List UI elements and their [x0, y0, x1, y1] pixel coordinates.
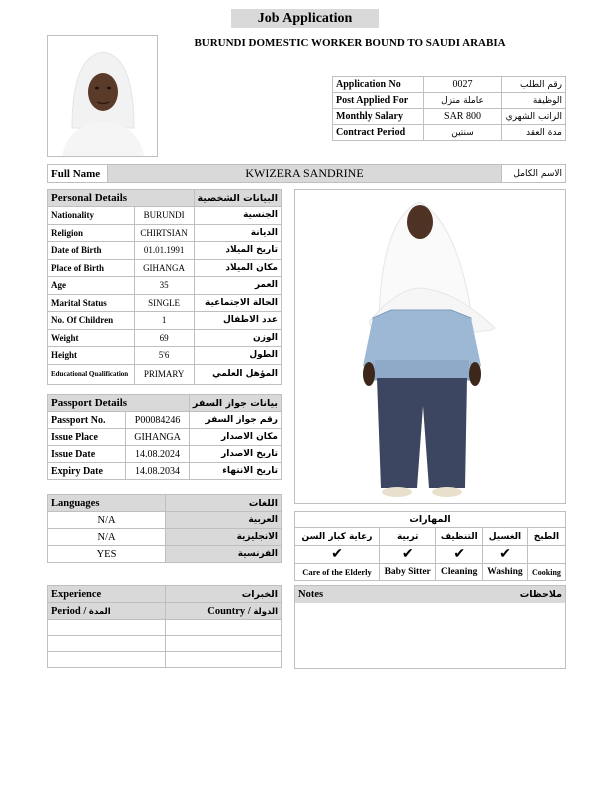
section-header: [295, 512, 566, 528]
field-value: 14.08.2024: [126, 446, 190, 463]
section-title: Experience: [48, 586, 166, 603]
table-row: [48, 364, 282, 384]
skills-title-ar: المهارات: [295, 512, 566, 528]
table-row: [333, 109, 566, 125]
field-label: Date of Birth: [48, 242, 135, 260]
application-table: [332, 76, 566, 141]
passport-details-table: [47, 394, 282, 480]
field-value: 35: [134, 277, 194, 295]
field-label: Post Applied For: [333, 93, 424, 109]
field-value: سنتين: [424, 125, 502, 141]
table-row: [48, 652, 282, 668]
field-value: GIHANGA: [126, 429, 190, 446]
field-label: Expiry Date: [48, 463, 126, 480]
section-title-ar: البيانات الشخصية: [194, 190, 281, 207]
languages-table: [47, 494, 282, 563]
section-title: Passport Details: [48, 395, 190, 412]
field-label-ar: الراتب الشهري: [502, 109, 566, 125]
table-row: [48, 463, 282, 480]
field-label: Marital Status: [48, 294, 135, 312]
field-label-ar: المؤهل العلمي: [194, 364, 281, 384]
period-label: Period /: [51, 605, 87, 617]
field-label-ar: تاريخ الاصدار: [189, 446, 281, 463]
field-value: 0027: [424, 77, 502, 93]
section-title-ar: اللغات: [166, 495, 282, 512]
table-row: [48, 259, 282, 277]
skill-name: Cleaning: [436, 564, 483, 581]
period-cell: [48, 620, 166, 636]
field-label: Weight: [48, 329, 135, 347]
notes-box: [294, 585, 566, 669]
field-label-ar: الطول: [194, 347, 281, 365]
field-label-ar: مدة العقد: [502, 125, 566, 141]
country-header: [166, 603, 282, 620]
skill-name-ar: الطبخ: [527, 528, 565, 546]
table-row: [48, 242, 282, 260]
field-label: Issue Date: [48, 446, 126, 463]
skill-check-empty: [527, 546, 565, 564]
field-label: Nationality: [48, 207, 135, 225]
table-row: [48, 347, 282, 365]
field-label: Monthly Salary: [333, 109, 424, 125]
field-label-ar: رقم الطلب: [502, 77, 566, 93]
notes-header: [295, 586, 565, 603]
skill-name-ar: التنظيف: [436, 528, 483, 546]
field-label-ar: مكان الاصدار: [189, 429, 281, 446]
table-row: [333, 93, 566, 109]
field-value: CHIRTSIAN: [134, 224, 194, 242]
field-label: Issue Place: [48, 429, 126, 446]
table-row: [48, 277, 282, 295]
field-value: SAR 800: [424, 109, 502, 125]
field-label-ar: مكان الميلاد: [194, 259, 281, 277]
field-label: Age: [48, 277, 135, 295]
skills-ar-row: [295, 528, 566, 546]
table-row: [48, 224, 282, 242]
notes-title-ar: ملاحظات: [519, 589, 562, 600]
field-value: 14.08.2034: [126, 463, 190, 480]
field-label: Place of Birth: [48, 259, 135, 277]
field-label: Religion: [48, 224, 135, 242]
field-label-ar: العمر: [194, 277, 281, 295]
field-value: SINGLE: [134, 294, 194, 312]
field-value: 1: [134, 312, 194, 330]
table-row: [48, 294, 282, 312]
section-header: [48, 190, 282, 207]
field-label-ar: عدد الاطفال: [194, 312, 281, 330]
field-label-ar: تاريخ الميلاد: [194, 242, 281, 260]
country-cell: [166, 636, 282, 652]
table-row: [48, 620, 282, 636]
field-value: 5'6: [134, 347, 194, 365]
table-row: [333, 77, 566, 93]
full-name-label-ar: الاسم الكامل: [502, 165, 566, 183]
section-header: [48, 395, 282, 412]
table-row: [48, 529, 282, 546]
field-value: P00084246: [126, 412, 190, 429]
language-level: YES: [48, 546, 166, 563]
skill-name: Baby Sitter: [380, 564, 436, 581]
full-name-row: [47, 164, 566, 183]
country-label-ar: الدولة: [253, 606, 278, 617]
period-label-ar: المدة: [88, 606, 111, 617]
headshot-photo: [47, 35, 158, 157]
field-label-ar: الوزن: [194, 329, 281, 347]
skill-name: Washing: [482, 564, 527, 581]
table-row: [48, 312, 282, 330]
notes-title: Notes: [298, 589, 324, 600]
language-name-ar: الفرنسية: [166, 546, 282, 563]
page-title: Job Application: [231, 9, 379, 28]
check-icon: ✔: [295, 546, 380, 564]
skills-en-row: [295, 564, 566, 581]
language-level: N/A: [48, 529, 166, 546]
experience-header-row: [48, 603, 282, 620]
field-label-ar: الجنسية: [194, 207, 281, 225]
language-level: N/A: [48, 512, 166, 529]
period-cell: [48, 652, 166, 668]
section-header: [48, 586, 282, 603]
field-label-ar: رقم جواز السفر: [189, 412, 281, 429]
field-label: Application No: [333, 77, 424, 93]
check-icon: ✔: [436, 546, 483, 564]
skill-name: Care of the Elderly: [295, 564, 380, 581]
table-row: [48, 446, 282, 463]
section-header: [48, 495, 282, 512]
table-row: [333, 125, 566, 141]
field-value: 01.01.1991: [134, 242, 194, 260]
skill-name-ar: تربية: [380, 528, 436, 546]
skill-name: Cooking: [527, 564, 565, 581]
field-label: Educational Qualification: [48, 364, 135, 384]
section-title-ar: الخبرات: [166, 586, 282, 603]
skills-check-row: [295, 546, 566, 564]
field-value: عاملة منزل: [424, 93, 502, 109]
section-title: Personal Details: [48, 190, 195, 207]
section-title-ar: بيانات جواز السفر: [189, 395, 281, 412]
table-row: [48, 546, 282, 563]
period-header: [48, 603, 166, 620]
field-value: 69: [134, 329, 194, 347]
language-name-ar: الانجليزية: [166, 529, 282, 546]
field-label: Height: [48, 347, 135, 365]
field-label-ar: الحالة الاجتماعية: [194, 294, 281, 312]
table-row: [48, 412, 282, 429]
full-name-value: KWIZERA SANDRINE: [108, 165, 502, 183]
table-row: [48, 207, 282, 225]
field-label: No. Of Children: [48, 312, 135, 330]
country-cell: [166, 620, 282, 636]
country-label: Country /: [207, 605, 251, 617]
field-label-ar: الديانة: [194, 224, 281, 242]
field-value: GIHANGA: [134, 259, 194, 277]
language-name-ar: العربية: [166, 512, 282, 529]
check-icon: ✔: [380, 546, 436, 564]
field-label: Passport No.: [48, 412, 126, 429]
skill-name-ar: الغسيل: [482, 528, 527, 546]
table-row: [48, 636, 282, 652]
personal-details-table: [47, 189, 282, 385]
table-row: [48, 329, 282, 347]
field-label-ar: الوظيفة: [502, 93, 566, 109]
field-value: BURUNDI: [134, 207, 194, 225]
experience-table: [47, 585, 282, 668]
field-label: Contract Period: [333, 125, 424, 141]
field-value: PRIMARY: [134, 364, 194, 384]
country-cell: [166, 652, 282, 668]
skill-name-ar: رعاية كبار السن: [295, 528, 380, 546]
check-icon: ✔: [482, 546, 527, 564]
skills-table: [294, 511, 566, 581]
full-name-label: Full Name: [48, 165, 108, 183]
page-subtitle: BURUNDI DOMESTIC WORKER BOUND TO SAUDI ARABIA: [194, 37, 506, 49]
section-title: Languages: [48, 495, 166, 512]
full-body-photo: [294, 189, 566, 504]
table-row: [48, 429, 282, 446]
period-cell: [48, 636, 166, 652]
field-label-ar: تاريخ الانتهاء: [189, 463, 281, 480]
table-row: [48, 512, 282, 529]
